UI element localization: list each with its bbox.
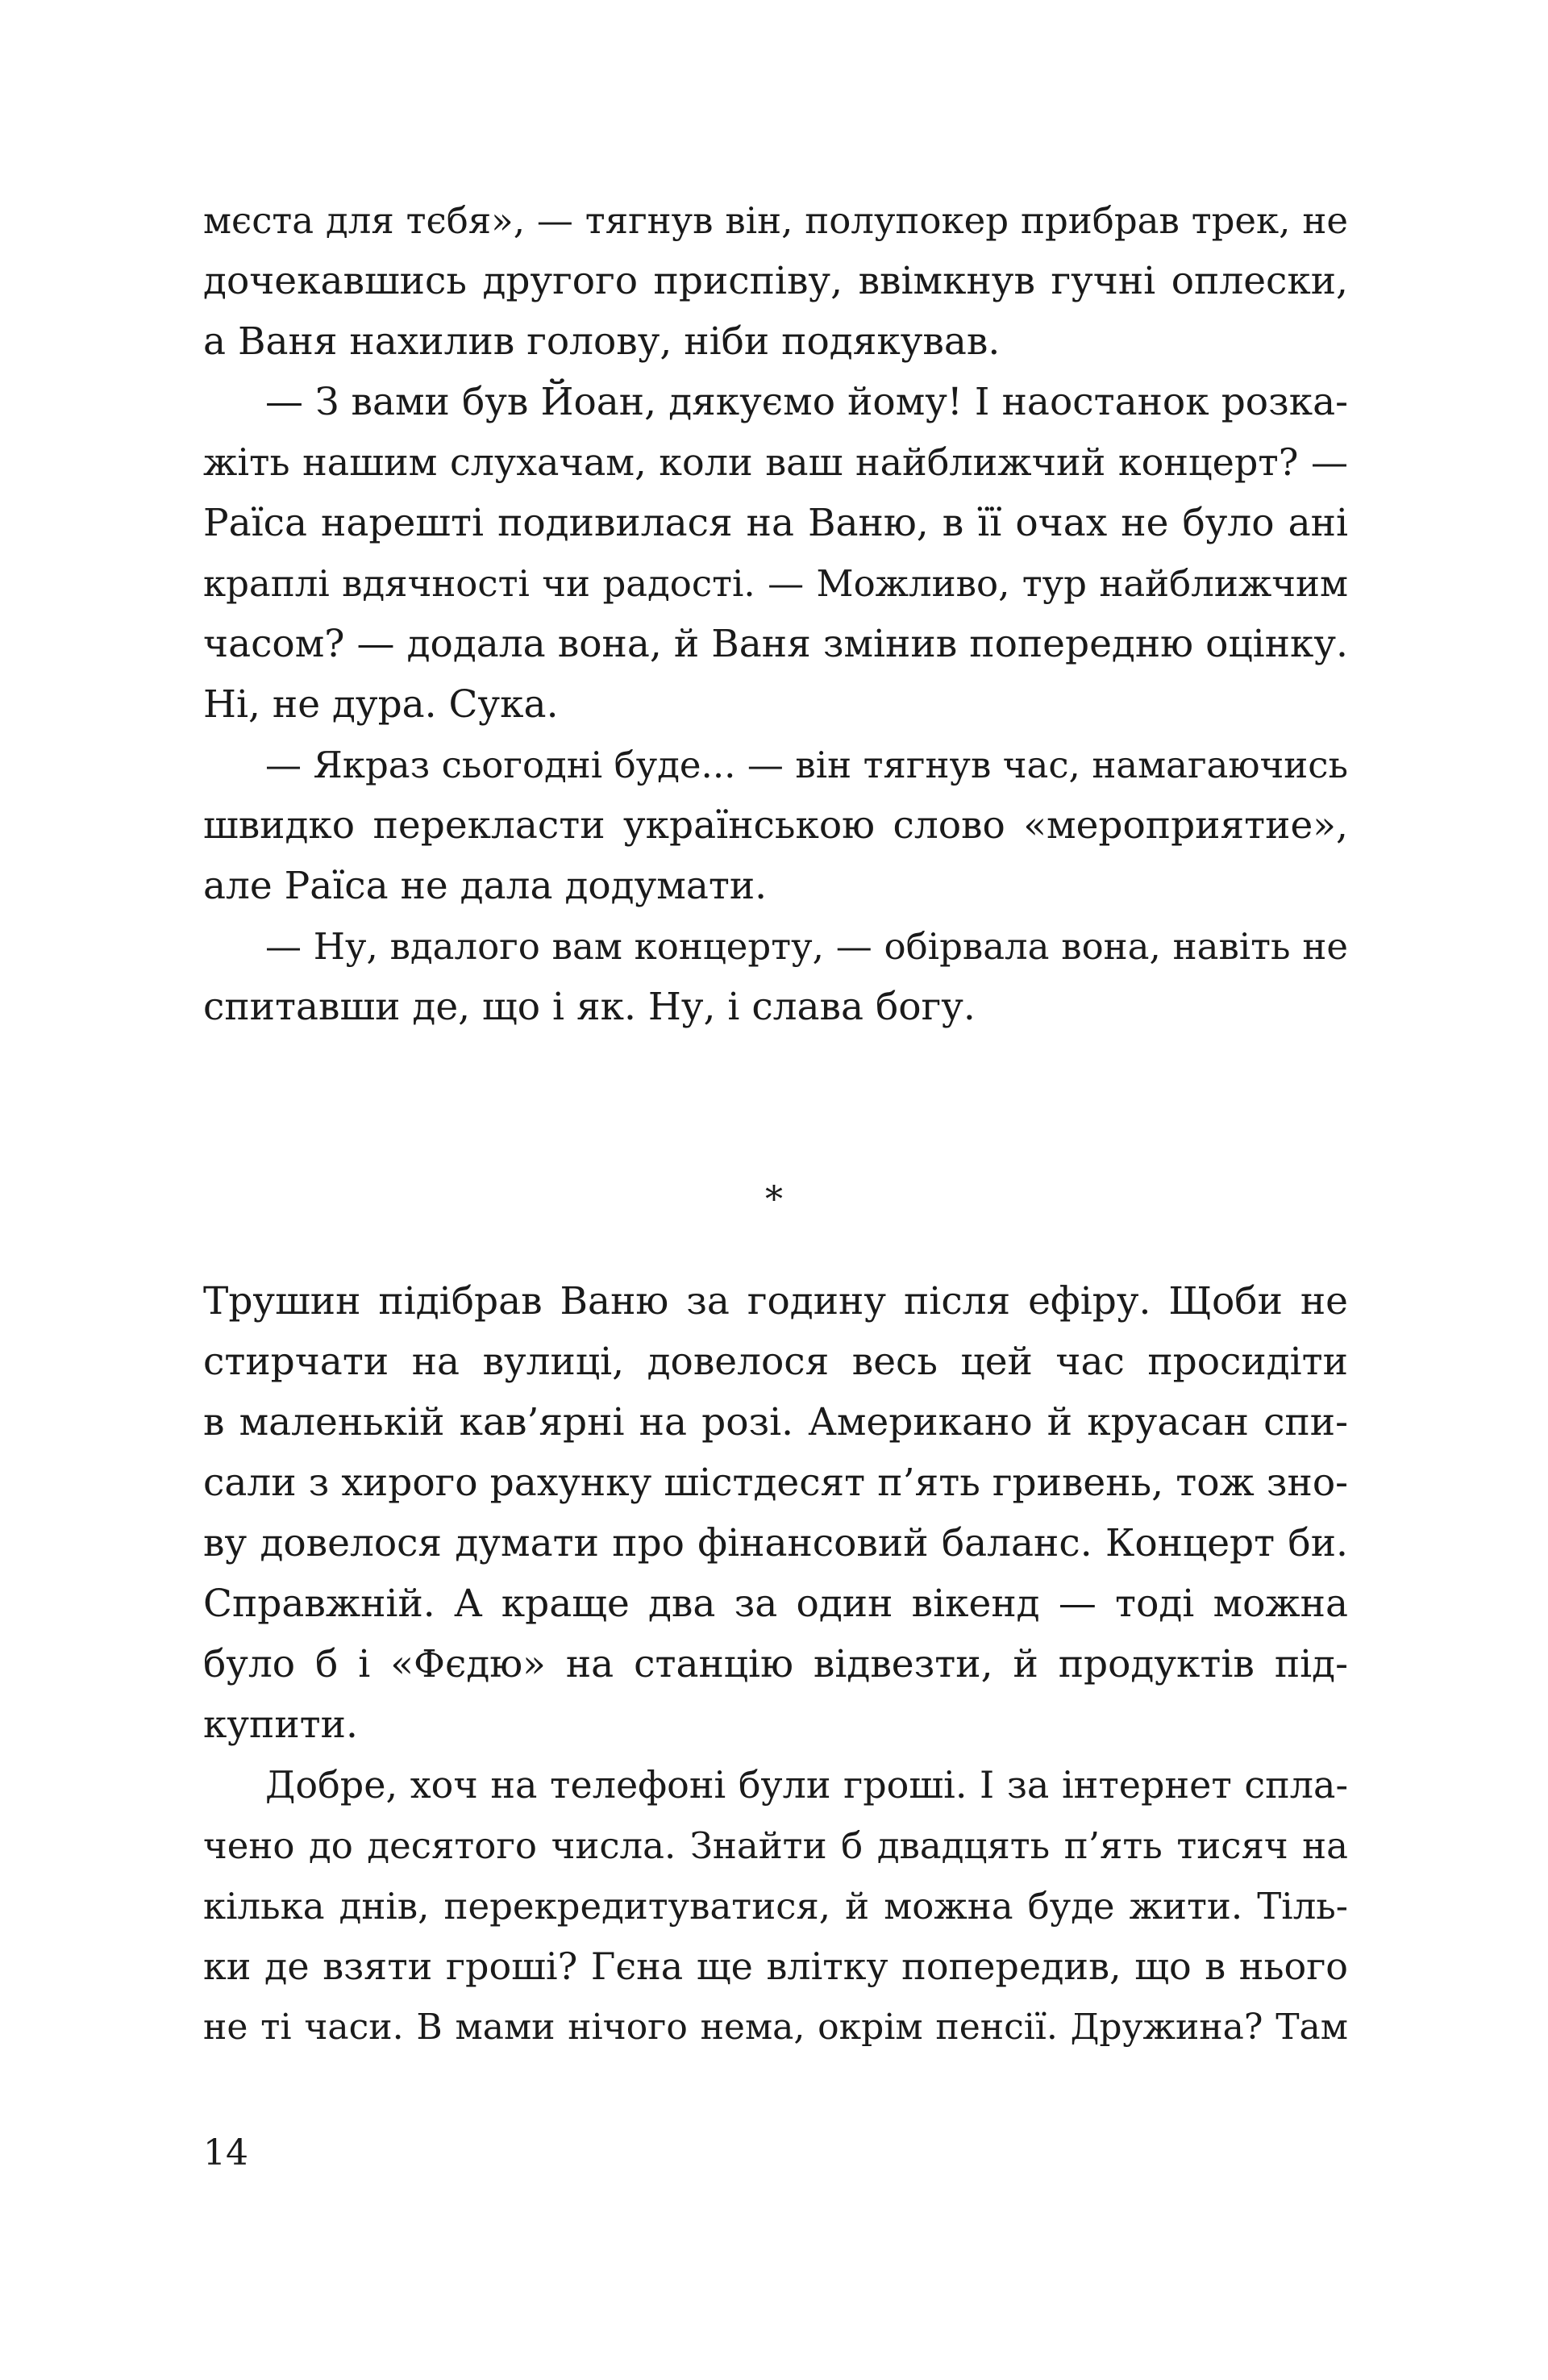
text-line: — Якраз сьогодні буде... — він тягнув час, намагаючись	[265, 744, 1348, 786]
text-line: але Раїса не дала додумати.	[203, 864, 768, 908]
text-line: — Ну, вдалого вам концерту, — обірвала вона, навіть не	[265, 925, 1348, 968]
text-line: Ні, не дура. Сука.	[203, 682, 559, 727]
text-line: мєста для тєбя», — тягнув він, полупокер прибрав трек, не	[203, 199, 1348, 242]
text-line: було б і «Фєдю» на станцію відвезти, й продуктів під-	[203, 1642, 1348, 1686]
text-line: кілька днів, перекредитуватися, й можна буде жити. Тіль-	[203, 1885, 1348, 1928]
text-line: купити.	[203, 1703, 358, 1747]
page-number: 14	[203, 2132, 248, 2174]
text-line: Добре, хоч на телефоні були гроші. І за інтернет спла-	[265, 1763, 1348, 1807]
text-line: чено до десятого числа. Знайти б двадцять п’ять тисяч на	[203, 1824, 1348, 1867]
text-line: часом? — додала вона, й Ваня змінив попередню оцінку.	[203, 622, 1348, 666]
text-line: краплі вдячності чи радості. — Можливо, тур найближчим	[203, 562, 1348, 605]
text-line: стирчати на вулиці, довелося весь цей час просидіти	[203, 1340, 1348, 1384]
text-line: не ті часи. В мами нічого нема, окрім пенсії. Дружина? Там	[203, 2007, 1348, 2048]
text-line: ки де взяти гроші? Гєна ще влітку попередив, що в нього	[203, 1944, 1348, 1988]
text-section-a	[203, 190, 1348, 1037]
text-line: ву довелося думати про фінансовий баланс. Концерт би.	[203, 1521, 1348, 1565]
text-line: спитавши де, що і як. Ну, і слава богу.	[203, 985, 976, 1029]
text-line: Справжній. А краще два за один вікенд — тоді можна	[203, 1582, 1348, 1626]
section-separator: *	[765, 1179, 783, 1220]
text-line: сали з хирого рахунку шістдесят п’ять гривень, тож зно-	[203, 1461, 1348, 1505]
text-line: швидко перекласти українською слово «мероприятие»,	[203, 803, 1348, 848]
text-line: в маленькій кав’ярні на розі. Американо й круасан спи-	[203, 1400, 1348, 1444]
text-line: дочекавшись другого приспіву, ввімкнув гучні оплески,	[203, 259, 1348, 303]
text-section-b	[203, 1271, 1348, 2057]
text-line: — З вами був Йоан, дякуємо йому! І наостанок розка-	[265, 380, 1348, 424]
text-line: Раїса нарешті подивилася на Ваню, в її очах не було ані	[203, 501, 1348, 545]
text-line: Трушин підібрав Ваню за годину після ефіру. Щоби не	[203, 1279, 1348, 1323]
text-line: а Ваня нахилив голову, ніби подякував.	[203, 319, 1001, 364]
text-line: жіть нашим слухачам, коли ваш найближчий концерт? —	[203, 440, 1348, 484]
